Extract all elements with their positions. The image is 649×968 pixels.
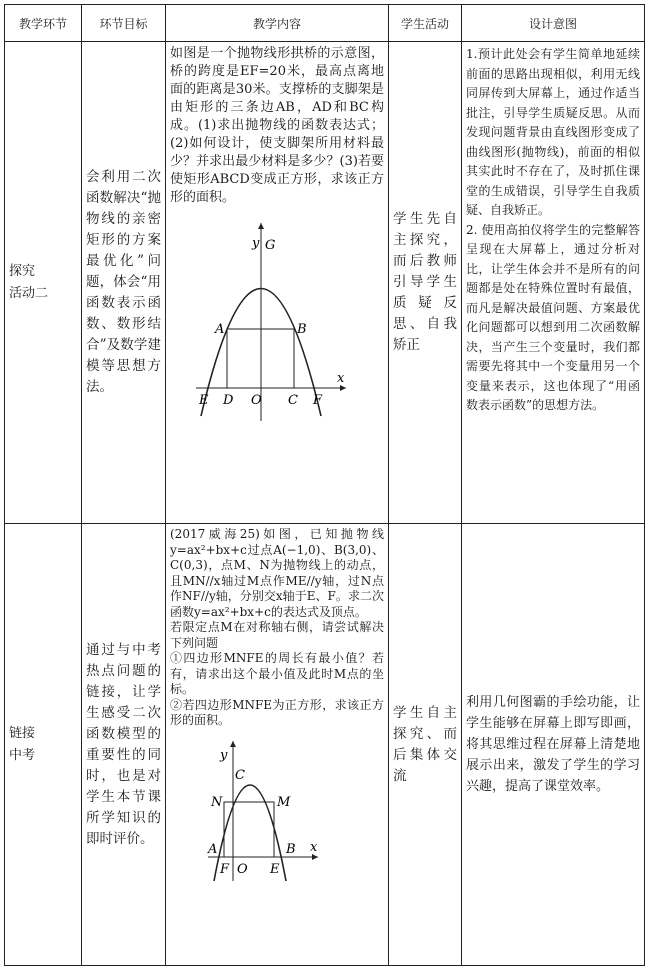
label-A: A xyxy=(208,841,218,857)
header-intent: 设计意图 xyxy=(462,5,645,42)
header-content: 教学内容 xyxy=(166,5,389,42)
header-row xyxy=(5,5,645,42)
header-activity: 学生活动 xyxy=(389,5,462,42)
stage-cell: 链接 中考 xyxy=(5,524,82,966)
goal-cell: 会利用二次函数解决“抛物线的亲密矩形的方案最优化”问题，体会“用函数表示函数、数形结合”及数学建模等思想方法。 xyxy=(82,42,166,524)
label-M: M xyxy=(277,794,291,810)
activity-cell: 学生先自主探究，而后教师引导学生质疑反思、自我矫正 xyxy=(389,42,462,524)
label-O: O xyxy=(237,861,248,877)
content-cell xyxy=(166,42,389,524)
bridge-parabola-figure xyxy=(196,221,356,421)
content-cell xyxy=(166,524,389,966)
label-B: B xyxy=(286,841,296,857)
label-y: y xyxy=(252,236,260,251)
label-D: D xyxy=(223,393,234,408)
goal-cell: 通过与中考热点问题的链接，让学生感受二次函数模型的重要性的同时，也是对学生本节课所学知识的即时评价。 xyxy=(82,524,166,966)
label-x: x xyxy=(310,839,318,855)
problem-text: 如图是一个抛物线形拱桥的示意图，桥的跨度是EF=20米，最高点离地面的距离是30米。支撑桥的支脚架是由矩形的三条边AB，AD和BC构成。(1)求出抛物线的函数表达式；(2)如何设计，使支脚架所用材料最少？并求出最少材料是多少？(3)若要使矩形ABCD变成正方形，求该正方形的面积。 xyxy=(170,46,384,205)
lesson-plan-table xyxy=(4,4,645,966)
label-N: N xyxy=(211,794,223,810)
problem-text: (2017威海25)如图，已知抛物线y=ax²+bx+c过点A(−1,0)、B(3,0)、C(0,3)，点M、N为抛物线上的动点，且MN//x轴过M点作ME//y轴，过N点作NF//y轴，分别交x轴于E、F。求二次函数y=ax²+bx+c的表达式及顶点。 若限定点M在对称轴右侧，请尝试解决下列问题 ①四边形MNFE的周长有最小值？若有，请求出这个最小值及此时M点的坐标。 ②若四边形MNFE为正方形，求该正方形的面积。 xyxy=(170,527,384,727)
label-E: E xyxy=(270,861,280,877)
exam-parabola-figure xyxy=(206,739,331,887)
label-y: y xyxy=(220,747,228,763)
table-row-exam xyxy=(5,524,645,966)
label-E: E xyxy=(199,393,209,408)
label-G: G xyxy=(265,238,276,253)
stage-cell: 探究 活动二 xyxy=(5,42,82,524)
header-goal: 环节目标 xyxy=(82,5,166,42)
intent-cell: 利用几何图霸的手绘功能，让学生能够在屏幕上即写即画，将其思维过程在屏幕上清楚地展示出来，激发了学生的学习兴趣，提高了课堂效率。 xyxy=(462,524,645,966)
label-B: B xyxy=(297,322,307,337)
activity-cell: 学生自主探究、而后集体交流 xyxy=(389,524,462,966)
label-C: C xyxy=(235,767,245,783)
label-A: A xyxy=(215,322,225,337)
label-O: O xyxy=(251,393,262,408)
table-row-explore xyxy=(5,42,645,524)
label-F: F xyxy=(220,861,230,877)
label-x: x xyxy=(337,371,345,386)
label-F: F xyxy=(313,393,323,408)
header-stage: 教学环节 xyxy=(5,5,82,42)
label-C: C xyxy=(288,393,298,408)
intent-cell: 1.预计此处会有学生简单地延续前面的思路出现相似，利用无线同屏传到大屏幕上，通过作适当批注，引导学生质疑反思。从而发现问题背景由直线图形变成了曲线图形(抛物线)，前面的相似其实此时不存在了，及时抓住课堂的生成错误，引导学生自我质疑、自我矫正。 2. 使用高拍仪将学生的完整解答呈现在大屏幕上，通过分析对比，让学生体会并不是所有的问题都是处在特殊位置时有最值，而凡是解决最值问题、方案最优化问题都可以想到用二次函数解决，当产生三个变量时，我们都需要先将其中一个变量用另一个变量来表示，这也体现了“用函数表示函数”的思想方法。 xyxy=(462,42,645,524)
